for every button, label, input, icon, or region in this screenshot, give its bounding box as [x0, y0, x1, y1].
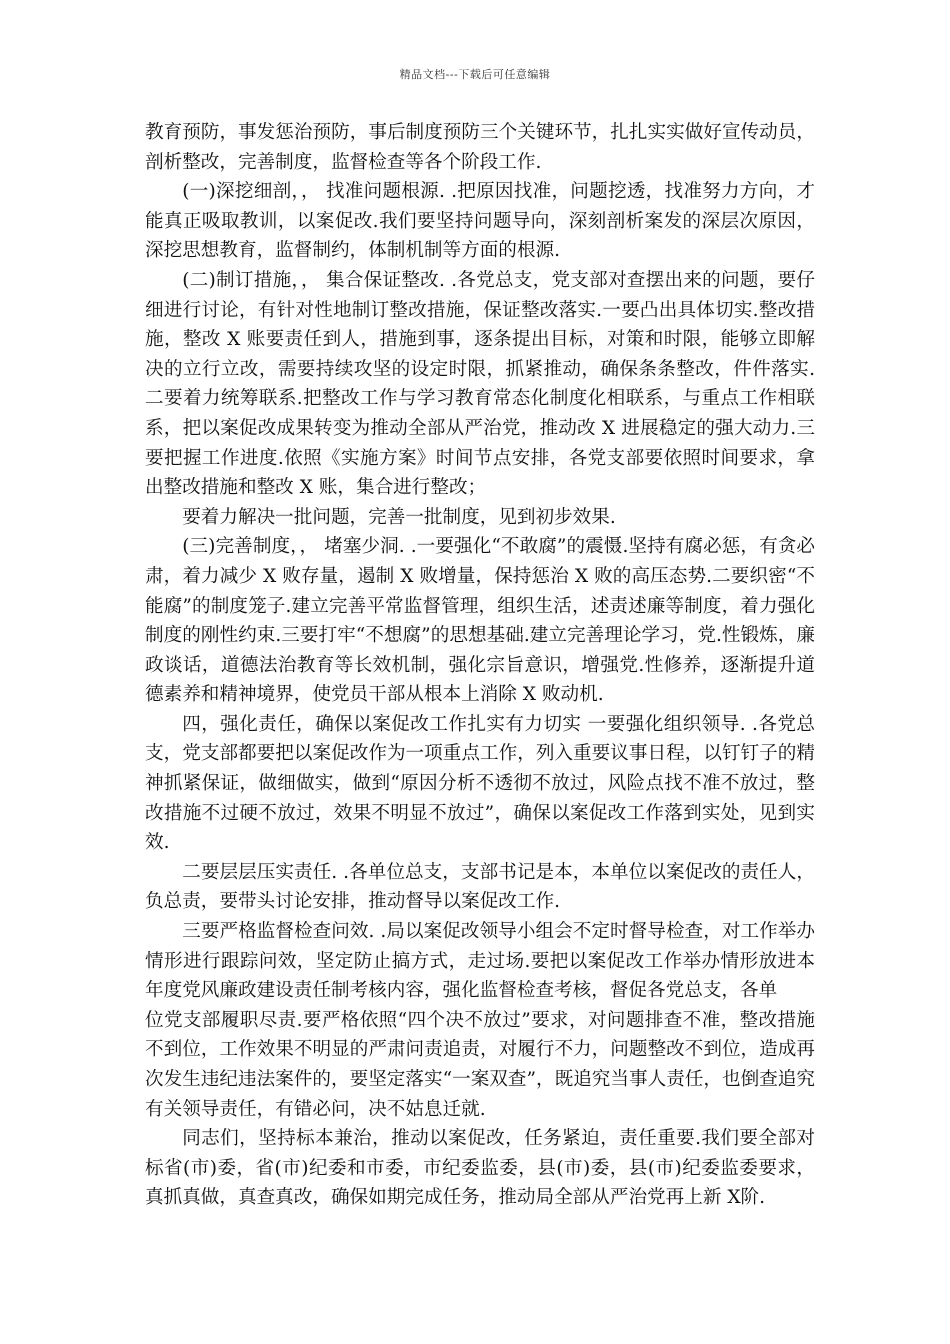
paragraph-8: 三要严格监督检查问效. .局以案促改领导小组会不定时督导检查，对工作举办情形进行跟踪问效，坚定防止搞方式，走过场.要把以案促改工作举办情形放进本年度党风廉政建设责任制考核内容，强化监督检查考核，督促各党总支，各单 — [145, 921, 815, 1002]
page-header: 精品文档---下载后可任意编辑 — [399, 68, 551, 81]
paragraph-4: 要着力解决一批问题，完善一批制度，见到初步效果. — [182, 506, 616, 528]
paragraph-7: 二要层层压实责任. .各单位总支，支部书记是本，本单位以案促改的责任人，负总责，要带头讨论安排，推动督导以案促改工作. — [145, 861, 815, 913]
document-body — [145, 118, 815, 1213]
paragraph-5: (三)完善制度，， 堵塞少洞. .一要强化“不敢腐”的震慑.坚持有腐必惩，有贪必肃，着力减少 X 败存量，遏制 X 败增量，保持惩治 X 败的高压态势.二要织密“不能腐”的制度笼子.建立完善平常监督管理，组织生活，述责述廉等制度，着力强化制度的刚性约束.三要打牢“不想腐”的思想基础.建立完善理论学习，党.性锻炼，廉政谈话，道德法治教育等长效机制，强化宗旨意识，增强党.性修养，逐渐提升道德素养和精神境界，使党员干部从根本上消除 X 败动机. — [145, 536, 815, 706]
paragraph-2: (一)深挖细剖，， 找准问题根源. .把原因找准，问题挖透，找准努力方向，才能真正吸取教训，以案促改.我们要坚持问题导向，深刻剖析案发的深层次原因，深挖思想教育，监督制约，体制机制等方面的根源. — [145, 181, 815, 262]
paragraph-3: (二)制订措施，， 集合保证整改. .各党总支，党支部对查摆出来的问题，要仔细进行讨论，有针对性地制订整改措施，保证整改落实.一要凸出具体切实.整改措施，整改 X 账要责任到人，措施到事，逐条提出目标，对策和时限，能够立即解决的立行立改，需要持续攻坚的设定时限，抓紧推动，确保条条整改，件件落实.二要着力统筹联系.把整改工作与学习教育常态化制度化相联系，与重点工作相联系，把以案促改成果转变为推动全部从严治党，推动改 X 进展稳定的强大动力.三要把握工作进度.依照《实施方案》时间节点安排，各党支部要依照时间要求，拿出整改措施和整改 X 账，集合进行整改； — [145, 269, 815, 499]
paragraph-1: 教育预防，事发惩治预防，事后制度预防三个关键环节，扎扎实实做好宣传动员，剖析整改，完善制度，监督检查等各个阶段工作. — [145, 122, 815, 173]
paragraph-10: 同志们，坚持标本兼治，推动以案促改，任务紧迫，责任重要.我们要全部对标省(市)委，省(市)纪委和市委，市纪委监委，县(市)委，县(市)纪委监委要求，真抓真做，真查真改，确保如期完成任务，推动局全部从严治党再上新 X阶. — [145, 1128, 815, 1209]
paragraph-6: 四，强化责任，确保以案促改工作扎实有力切实 一要强化组织领导. .各党总支，党支部都要把以案促改作为一项重点工作，列入重要议事日程，以钉钉子的精神抓紧保证，做细做实，做到“原因分析不透彻不放过，风险点找不准不放过，整改措施不过硬不放过，效果不明显不放过”，确保以案促改工作落到实处，见到实效. — [145, 713, 815, 854]
paragraph-9: 位党支部履职尽责.要严格依照“四个决不放过”要求，对问题排查不准，整改措施不到位，工作效果不明显的严肃问责追责，对履行不力，问题整改不到位，造成再次发生违纪违法案件的，要坚定落实“一案双查”，既追究当事人责任，也倒查追究有关领导责任，有错必问，决不姑息迁就. — [145, 1009, 815, 1120]
